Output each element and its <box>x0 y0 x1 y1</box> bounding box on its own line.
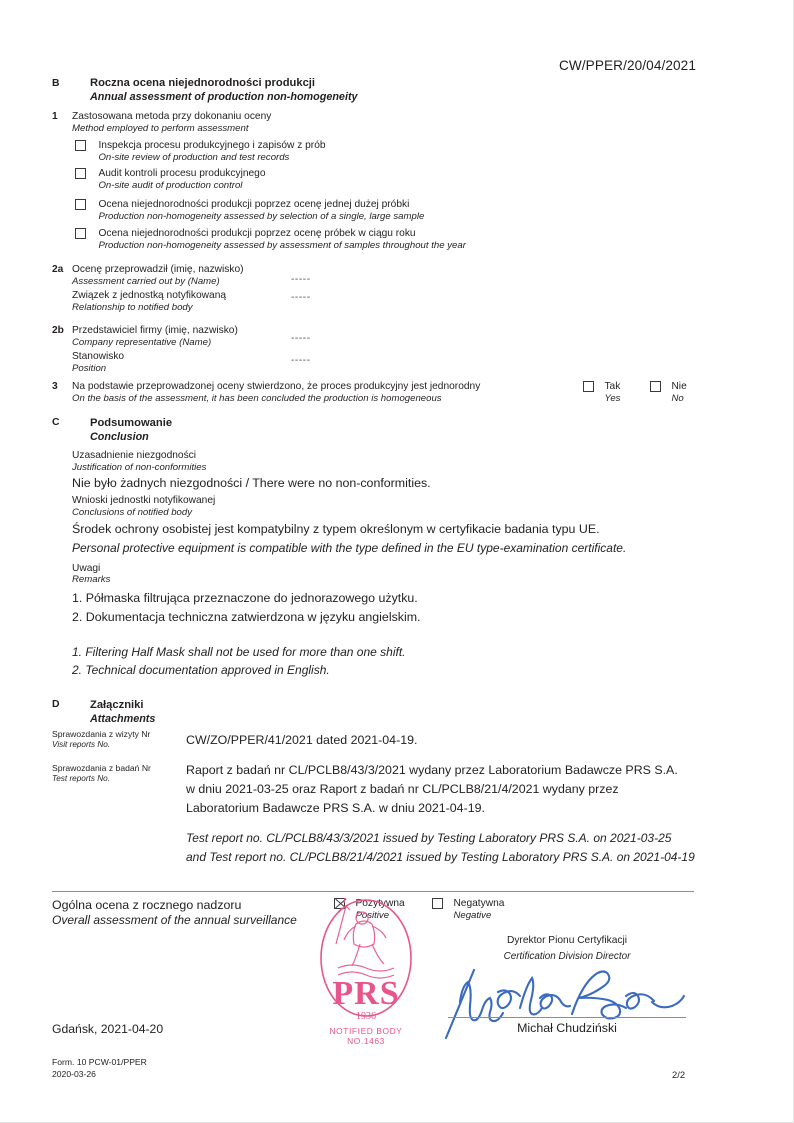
checkbox-unchecked-icon[interactable] <box>583 381 594 392</box>
form-reference: Form. 10 PCW-01/PPER <box>52 1057 147 1067</box>
svg-text:PRS: PRS <box>332 975 400 1012</box>
section-c-title-pl: Podsumowanie <box>90 417 173 429</box>
visit-reports-value: CW/ZO/PPER/41/2021 dated 2021-04-19. <box>186 733 418 747</box>
item-3-yes-pl: Tak <box>604 381 621 392</box>
test-reports-label-en: Test reports No. <box>52 774 110 783</box>
test-reports-value-en-2: and Test report no. CL/PCLB8/21/4/2021 issued by Testing Laboratory PRS S.A. on 2021-04-19 <box>186 850 695 864</box>
conclusions-text-pl: Środek ochrony osobistej jest kompatybilny z typem określonym w certyfikacie badania typu UE. <box>72 522 600 536</box>
method-option-3-pl: Ocena niejednorodności produkcji poprzez ocenę jednej dużej próbki <box>98 199 410 210</box>
form-date: 2020-03-26 <box>52 1069 96 1079</box>
signature-line <box>448 1017 686 1018</box>
remarks-label-pl: Uwagi <box>72 563 101 574</box>
overall-positive-option[interactable] <box>334 898 405 922</box>
method-option-2-en: On-site audit of production control <box>98 180 243 192</box>
section-d-title-pl: Załączniki <box>90 699 144 711</box>
item-1-label-pl: Zastosowana metoda przy dokonaniu oceny <box>72 111 272 122</box>
test-reports-label-pl: Sprawozdania z badań Nr <box>52 763 151 773</box>
method-option-4-en: Production non-homogeneity assessed by assessment of samples throughout the year <box>98 240 466 252</box>
justification-label-pl: Uzasadnienie niezgodności <box>72 450 197 461</box>
overall-label-en: Overall assessment of the annual surveillance <box>52 913 297 927</box>
method-option-4[interactable] <box>75 228 466 252</box>
overall-negative-en: Negative <box>453 910 492 922</box>
item-3-yes-en: Yes <box>604 393 621 405</box>
remarks-label-en: Remarks <box>72 574 111 585</box>
method-option-3-en: Production non-homogeneity assessed by selection of a single, large sample <box>98 211 425 223</box>
item-3-no-en: No <box>671 393 684 405</box>
overall-negative-pl: Negatywna <box>453 898 505 909</box>
checkbox-unchecked-icon[interactable] <box>650 381 661 392</box>
item-2a-field2-label-en: Relationship to notified body <box>72 302 193 313</box>
document-code: CW/PPER/20/04/2021 <box>558 58 696 73</box>
checkbox-unchecked-icon[interactable] <box>75 140 86 151</box>
conclusions-label-pl: Wnioski jednostki notyfikowanej <box>72 495 216 506</box>
item-2a-field1-value[interactable]: ----- <box>291 274 311 285</box>
checkbox-unchecked-icon[interactable] <box>75 168 86 179</box>
method-option-1-en: On-site review of production and test records <box>98 152 290 164</box>
method-option-4-pl: Ocena niejednorodności produkcji poprzez ocenę próbek w ciągu roku <box>98 228 416 239</box>
conclusions-label-en: Conclusions of notified body <box>72 507 192 518</box>
checkbox-unchecked-icon[interactable] <box>75 199 86 210</box>
item-2b-field2-label-pl: Stanowisko <box>72 351 125 362</box>
method-option-3[interactable] <box>75 199 424 223</box>
remarks-en-2: 2. Technical documentation approved in English. <box>72 663 330 677</box>
item-3-statement-pl: Na podstawie przeprowadzonej oceny stwierdzono, że proces produkcyjny jest jednorodny <box>72 381 481 392</box>
conclusions-text-en: Personal protective equipment is compatible with the type defined in the EU type-examination certificate. <box>72 541 627 555</box>
section-d-letter: D <box>52 699 60 710</box>
signature-title-en: Certification Division Director <box>503 951 631 962</box>
item-2b-field1-label-en: Company representative (Name) <box>72 337 212 348</box>
checkbox-checked-icon[interactable] <box>334 898 345 909</box>
remarks-en-1: 1. Filtering Half Mask shall not be used for more than one shift. <box>72 645 406 659</box>
item-2b-number: 2b <box>52 325 64 336</box>
section-b-title-pl: Roczna ocena niejednorodności produkcji <box>90 77 316 89</box>
item-2a-field1-label-pl: Ocenę przeprowadził (imię, nazwisko) <box>72 264 244 275</box>
item-2a-field2-value[interactable]: ----- <box>291 292 311 303</box>
signatory-name: Michał Chudziński <box>517 1021 617 1035</box>
overall-negative-option[interactable] <box>432 898 504 922</box>
item-2b-field2-value[interactable]: ----- <box>291 355 311 366</box>
overall-positive-en: Positive <box>355 910 390 922</box>
test-reports-value-pl: Raport z badań nr CL/PCLB8/43/3/2021 wydany przez Laboratorium Badawcze PRS S.A. w dniu 2021-03-25 oraz Raport z badań nr CL/PCLB8/21/4/2021 wydany przez Laboratorium Badawcze PRS S.A. w dniu 2021-04-19. <box>186 763 678 816</box>
section-b-title-en: Annual assessment of production non-homogeneity <box>90 91 358 103</box>
svg-text:1936: 1936 <box>356 1011 376 1022</box>
signature-title-pl: Dyrektor Pionu Certyfikacji <box>506 935 628 946</box>
item-2b-field2-label-en: Position <box>72 363 107 374</box>
remarks-pl-2: 2. Dokumentacja techniczna zatwierdzona w języku angielskim. <box>72 610 421 624</box>
item-3-yes-option[interactable] <box>583 381 620 405</box>
item-2b-field1-value[interactable]: ----- <box>291 333 311 344</box>
method-option-2-pl: Audit kontroli procesu produkcyjnego <box>98 168 266 179</box>
item-3-number: 3 <box>52 381 58 392</box>
remarks-pl-1: 1. Półmaska filtrująca przeznaczone do jednorazowego użytku. <box>72 591 418 605</box>
overall-divider <box>52 891 694 892</box>
section-c-title-en: Conclusion <box>90 431 149 443</box>
item-3-no-pl: Nie <box>671 381 687 392</box>
overall-positive-pl: Pozytywna <box>355 898 405 909</box>
visit-reports-label-en: Visit reports No. <box>52 740 111 749</box>
item-2b-field1-label-pl: Przedstawiciel firmy (imię, nazwisko) <box>72 325 238 336</box>
section-b-letter: B <box>52 78 60 89</box>
item-2a-field1-label-en: Assessment carried out by (Name) <box>72 276 220 287</box>
justification-text: Nie było żadnych niezgodności / There were no non-conformities. <box>72 476 431 490</box>
page-number: 2/2 <box>672 1069 686 1080</box>
test-reports-value-en-1: Test report no. CL/PCLB8/43/3/2021 issued by Testing Laboratory PRS S.A. on 2021-03-25 <box>186 831 672 845</box>
svg-text:NO.1463: NO.1463 <box>347 1036 385 1046</box>
justification-label-en: Justification of non-conformities <box>72 462 207 473</box>
svg-text:NOTIFIED BODY: NOTIFIED BODY <box>329 1026 403 1036</box>
item-3-no-option[interactable] <box>650 381 687 405</box>
method-option-1-pl: Inspekcja procesu produkcyjnego i zapisów z prób <box>98 140 326 151</box>
checkbox-unchecked-icon[interactable] <box>432 898 443 909</box>
item-2a-number: 2a <box>52 264 64 275</box>
overall-label-pl: Ogólna ocena z rocznego nadzoru <box>52 898 242 912</box>
checkbox-unchecked-icon[interactable] <box>75 228 86 239</box>
item-1-number: 1 <box>52 111 58 122</box>
item-2a-field2-label-pl: Związek z jednostką notyfikowaną <box>72 290 227 301</box>
section-d-title-en: Attachments <box>90 713 156 725</box>
item-1-label-en: Method employed to perform assessment <box>72 123 249 134</box>
method-option-1[interactable] <box>75 140 326 164</box>
method-option-2[interactable] <box>75 168 266 192</box>
visit-reports-label-pl: Sprawozdania z wizyty Nr <box>52 729 151 739</box>
item-3-statement-en: On the basis of the assessment, it has been concluded the production is homogeneous <box>72 393 442 404</box>
section-c-letter: C <box>52 417 60 428</box>
city-date: Gdańsk, 2021-04-20 <box>52 1022 164 1036</box>
